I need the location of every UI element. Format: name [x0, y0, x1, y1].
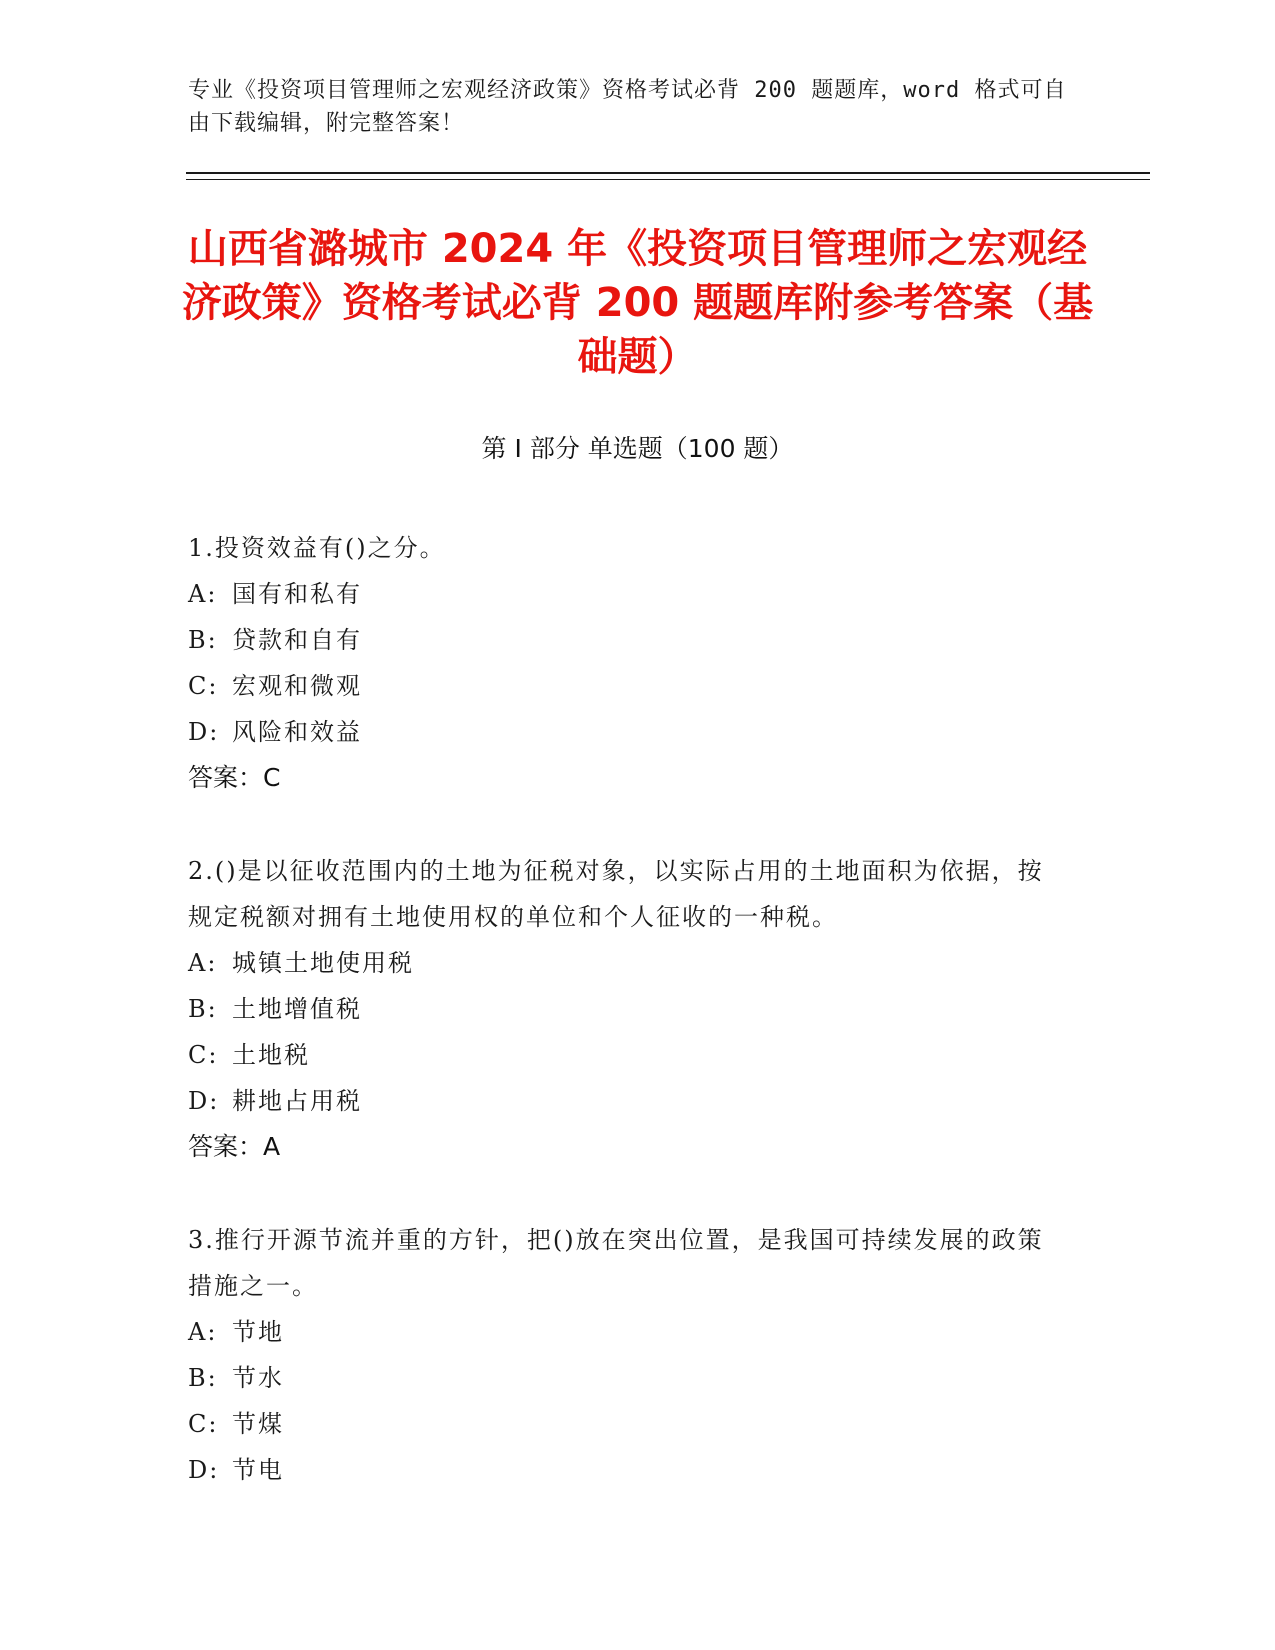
option-text: 城镇土地使用税 — [232, 949, 414, 977]
option-text: 耕地占用税 — [232, 1087, 362, 1115]
header-rule-thick — [186, 172, 1150, 174]
option-a — [188, 571, 1068, 617]
option-letter: A: — [188, 1318, 218, 1346]
option-text: 土地增值税 — [232, 995, 362, 1023]
question-1 — [188, 525, 1068, 801]
header-note: 专业《投资项目管理师之宏观经济政策》资格考试必背 200 题题库，word 格式可自由下载编辑，附完整答案！ — [188, 78, 1067, 136]
question-2 — [188, 848, 1068, 1170]
option-d — [188, 1078, 1068, 1124]
option-c — [188, 1032, 1068, 1078]
option-a — [188, 1309, 1068, 1355]
question-stem: 2.()是以征收范围内的土地为征税对象，以实际占用的土地面积为依据，按规定税额对拥有土地使用权的单位和个人征收的一种税。 — [188, 857, 1044, 931]
option-a — [188, 940, 1068, 986]
option-letter: D: — [188, 718, 220, 746]
option-d — [188, 1447, 1068, 1493]
option-b — [188, 617, 1068, 663]
option-text: 国有和私有 — [232, 580, 362, 608]
option-letter: B: — [188, 1364, 218, 1392]
option-letter: A: — [188, 580, 218, 608]
question-list — [188, 525, 1068, 1540]
option-b — [188, 986, 1068, 1032]
option-letter: D: — [188, 1087, 220, 1115]
option-letter: C: — [188, 1041, 219, 1069]
option-letter: C: — [188, 1410, 219, 1438]
option-text: 节地 — [232, 1318, 284, 1346]
header-rule-thin — [186, 179, 1150, 180]
option-letter: B: — [188, 995, 218, 1023]
option-text: 土地税 — [232, 1041, 310, 1069]
option-text: 宏观和微观 — [232, 672, 362, 700]
option-letter: C: — [188, 672, 219, 700]
option-text: 节水 — [232, 1364, 284, 1392]
option-c — [188, 1401, 1068, 1447]
option-letter: D: — [188, 1456, 220, 1484]
option-text: 贷款和自有 — [232, 626, 362, 654]
question-answer: 答案：A — [188, 1132, 281, 1161]
option-text: 节煤 — [232, 1410, 284, 1438]
option-letter: A: — [188, 949, 218, 977]
option-letter: B: — [188, 626, 218, 654]
option-d — [188, 709, 1068, 755]
question-stem: 3.推行开源节流并重的方针，把()放在突出位置，是我国可持续发展的政策措施之一。 — [188, 1226, 1044, 1300]
question-stem: 1.投资效益有()之分。 — [188, 534, 446, 562]
option-text: 风险和效益 — [232, 718, 362, 746]
option-b — [188, 1355, 1068, 1401]
section-title: 第 I 部分 单选题（100 题） — [481, 434, 794, 463]
option-text: 节电 — [232, 1456, 284, 1484]
question-answer: 答案：C — [188, 763, 281, 792]
question-3 — [188, 1217, 1068, 1493]
option-c — [188, 663, 1068, 709]
document-title: 山西省潞城市 2024 年《投资项目管理师之宏观经济政策》资格考试必背 200 题题库附参考答案（基础题） — [181, 226, 1094, 380]
